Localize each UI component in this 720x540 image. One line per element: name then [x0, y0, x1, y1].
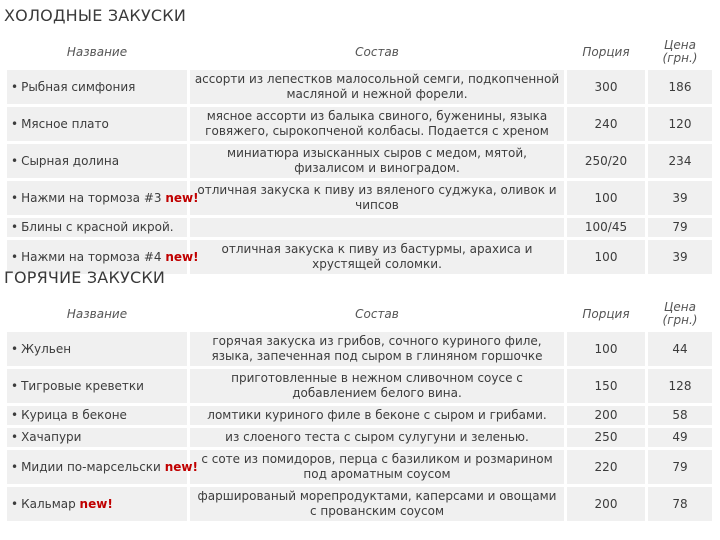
dish-portion: 300 [567, 70, 645, 104]
dish-composition: из слоеного теста с сыром сулугуни и зеленью. [190, 428, 564, 447]
table-header-row [7, 299, 712, 329]
column-header-name: Название [66, 44, 128, 59]
bullet-icon: • [11, 79, 19, 94]
column-header-composition: Состав [355, 306, 399, 321]
table-row [7, 70, 712, 104]
dish-portion: 100 [567, 181, 645, 215]
dish-name-cell [7, 218, 187, 237]
table-row [7, 181, 712, 215]
bullet-icon: • [11, 249, 19, 264]
dish-price: 78 [648, 487, 712, 521]
dish-composition: мясное ассорти из балыка свиного, буженины, языка говяжего, сырокопченой колбасы. Подается с хреном [190, 107, 564, 141]
column-header-name: Название [66, 306, 128, 321]
dish-price: 49 [648, 428, 712, 447]
bullet-icon: • [11, 430, 19, 444]
bullet-icon: • [11, 459, 19, 474]
dish-name-cell [7, 144, 187, 178]
table-header-row [7, 37, 712, 67]
new-badge: new! [165, 249, 199, 264]
dish-name: Жульен [21, 341, 72, 356]
dish-name-cell [7, 70, 187, 104]
bullet-icon: • [11, 153, 19, 168]
bullet-icon: • [11, 341, 19, 356]
dish-portion: 100/45 [567, 218, 645, 237]
dish-price: 44 [648, 332, 712, 366]
new-badge: new! [164, 459, 198, 474]
dish-price: 128 [648, 369, 712, 403]
dish-name-cell [7, 332, 187, 366]
dish-name-cell [7, 406, 187, 425]
table-row [7, 406, 712, 425]
column-header-price: Цена (грн.) [662, 300, 698, 327]
dish-price: 39 [648, 181, 712, 215]
column-header-portion: Порция [582, 44, 630, 59]
bullet-icon: • [11, 220, 19, 234]
dish-composition: ассорти из лепестков малосольной семги, подкопченной масляной и нежной форели. [190, 70, 564, 104]
dish-name: Хачапури [21, 430, 82, 444]
dish-composition [190, 218, 564, 237]
dish-name-cell [7, 369, 187, 403]
dish-name: Нажми на тормоза #4 [21, 249, 162, 264]
dish-name-cell [7, 107, 187, 141]
dish-name: Мясное плато [21, 116, 109, 131]
dish-name-cell [7, 181, 199, 215]
dish-price: 79 [648, 218, 712, 237]
table-row [7, 428, 712, 447]
table-row [7, 144, 712, 178]
dish-composition: отличная закуска к пиву из вяленого суджука, оливок и чипсов [190, 181, 564, 215]
dish-name: Блины с красной икрой. [21, 220, 174, 234]
dish-portion: 100 [567, 240, 645, 274]
bullet-icon: • [11, 408, 19, 422]
bullet-icon: • [11, 378, 19, 393]
dish-price: 39 [648, 240, 712, 274]
dish-portion: 200 [567, 487, 645, 521]
dish-name: Тигровые креветки [21, 378, 144, 393]
dish-portion: 100 [567, 332, 645, 366]
cold-appetizers-table [4, 34, 715, 277]
dish-name: Курица в беконе [21, 408, 127, 422]
dish-name: Кальмар [21, 496, 76, 511]
dish-price: 186 [648, 70, 712, 104]
dish-name: Мидии по-марсельски [21, 459, 161, 474]
dish-portion: 240 [567, 107, 645, 141]
dish-name-cell [7, 428, 187, 447]
new-badge: new! [165, 190, 199, 205]
dish-composition: с соте из помидоров, перца с базиликом и розмарином под ароматным соусом [190, 450, 564, 484]
column-header-portion: Порция [582, 306, 630, 321]
column-header-composition: Состав [355, 44, 399, 59]
dish-composition: приготовленные в нежном сливочном соусе с добавлением белого вина. [190, 369, 564, 403]
dish-name-cell [7, 450, 198, 484]
dish-portion: 250 [567, 428, 645, 447]
dish-portion: 250/20 [567, 144, 645, 178]
table-row [7, 332, 712, 366]
dish-portion: 200 [567, 406, 645, 425]
dish-composition: отличная закуска к пиву из бастурмы, арахиса и хрустящей соломки. [190, 240, 564, 274]
dish-composition: горячая закуска из грибов, сочного куриного филе, языка, запеченная под сыром в глиняном горшочке [190, 332, 564, 366]
bullet-icon: • [11, 496, 19, 511]
table-row [7, 107, 712, 141]
dish-name-cell [7, 487, 187, 521]
table-row [7, 450, 712, 484]
hot-section-title: ГОРЯЧИЕ ЗАКУСКИ [4, 268, 166, 287]
dish-price: 120 [648, 107, 712, 141]
dish-composition: миниатюра изысканных сыров с медом, мятой, физалисом и виноградом. [190, 144, 564, 178]
table-row [7, 218, 712, 237]
dish-portion: 220 [567, 450, 645, 484]
bullet-icon: • [11, 116, 19, 131]
column-header-price: Цена (грн.) [662, 38, 698, 65]
dish-price: 79 [648, 450, 712, 484]
dish-name: Рыбная симфония [21, 79, 136, 94]
dish-price: 58 [648, 406, 712, 425]
dish-name: Нажми на тормоза #3 [21, 190, 162, 205]
dish-portion: 150 [567, 369, 645, 403]
table-row [7, 487, 712, 521]
dish-price: 234 [648, 144, 712, 178]
dish-composition: фаршированый морепродуктами, каперсами и овощами с прованским соусом [190, 487, 564, 521]
dish-name: Сырная долина [21, 153, 120, 168]
dish-composition: ломтики куриного филе в беконе с сыром и грибами. [190, 406, 564, 425]
new-badge: new! [79, 496, 113, 511]
bullet-icon: • [11, 190, 19, 205]
cold-section-title: ХОЛОДНЫЕ ЗАКУСКИ [4, 6, 187, 25]
table-row [7, 369, 712, 403]
hot-appetizers-table [4, 296, 715, 524]
